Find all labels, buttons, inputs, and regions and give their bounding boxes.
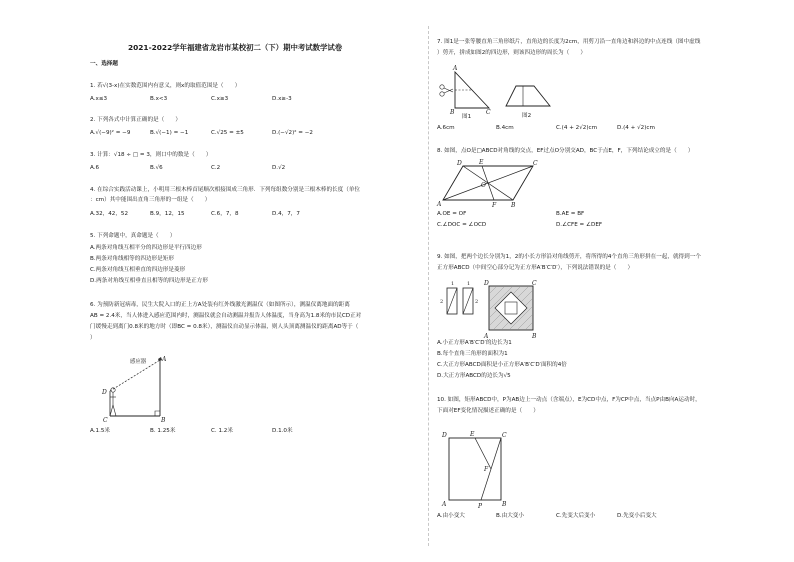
fig9-rect-2-diagonal <box>463 288 473 314</box>
q7-option-c[interactable]: C.(4 + 2√2)cm <box>556 125 598 131</box>
q10-line-1: 10. 如图，矩形ABCD中，P为AB边上一动点（含端点），E为CD中点，F为CP中点，当点P由B向A运动时， <box>437 397 701 403</box>
fig6-right-angle <box>155 411 160 416</box>
q7-figure-1 <box>437 64 491 120</box>
q7-option-b[interactable]: B.4cm <box>496 125 514 131</box>
q7-figure-2 <box>504 80 554 120</box>
fig10-segment-ef <box>475 438 491 469</box>
paper-title: 2021-2022学年福建省龙岩市某校初二（下）期中考试数学试卷 <box>128 43 343 52</box>
q8-option-c[interactable]: C.∠DOC = ∠OCD <box>437 222 487 228</box>
q4-option-c[interactable]: C.6，7，8 <box>211 211 239 217</box>
q2-option-a[interactable]: A.√(−9)² = −9 <box>90 130 131 136</box>
fig10-label-a: A <box>442 501 447 508</box>
q9-option-c[interactable]: C.大正方形ABCD面积是小正方形A′B′C′D′面积的4倍 <box>437 362 567 368</box>
q7-option-a[interactable]: A.6cm <box>437 125 455 131</box>
q4-stem: 4. 在综合实践活动课上，小明用三根木棒首尾顺次相接围成三角形．下列每组数分别是三根木棒的长度（单位 <box>90 187 361 193</box>
fig7-label-b: B <box>450 109 455 116</box>
fig10-label-f: F <box>484 466 489 473</box>
q10-line-2: 下面对EF变化情况描述正确的是（ ） <box>437 408 539 414</box>
q9-option-a[interactable]: A.小正方形A′B′C′D′的边长为1 <box>437 340 512 346</box>
q10-option-c[interactable]: C.先变大后变小 <box>556 513 596 519</box>
q2-option-c[interactable]: C.√25 = ±5 <box>211 130 244 136</box>
section-heading: 一、选择题 <box>90 61 118 67</box>
q1-option-d[interactable]: D.x≥-3 <box>272 96 292 102</box>
fig10-rectangle <box>449 438 501 500</box>
q5-option-d[interactable]: D.两条对角线互相垂直且相等的四边形是正方形 <box>90 278 208 284</box>
fig8-label-a: A <box>437 201 442 208</box>
q7-option-d[interactable]: D.(4 + √2)cm <box>617 125 655 131</box>
q1-option-c[interactable]: C.x≥3 <box>211 96 229 102</box>
q6-figure <box>100 350 180 422</box>
q5-option-b[interactable]: B.两条对角线相等的四边形是矩形 <box>90 256 174 262</box>
fig9-dim-3: 1 <box>467 281 471 287</box>
q1-stem: 1. 若√(3-x)在实数范围内有意义，则x的取值范围是（ ） <box>90 83 241 89</box>
q4-option-d[interactable]: D.4，7，7 <box>272 211 300 217</box>
fig7-label-c: C <box>486 109 491 116</box>
scissors-icon <box>440 85 453 96</box>
q7-line-2: ）剪开，拼成如图2的四边形，则该四边形的周长为（ ） <box>437 50 586 56</box>
q1-option-b[interactable]: B.x<3 <box>150 96 168 102</box>
q3-option-d[interactable]: D.√2 <box>272 165 286 171</box>
fig7-trapezoid <box>506 86 550 106</box>
q5-stem: 5. 下列命题中，真命题是（ ） <box>90 233 176 239</box>
fig9-label-c: C <box>532 280 537 287</box>
fig6-person-leg2 <box>113 405 116 416</box>
q6-line-4: ） <box>90 335 96 341</box>
q5-option-a[interactable]: A.两条对角线互相平分的四边形是平行四边形 <box>90 245 202 251</box>
fig6-label-a: A <box>162 356 167 363</box>
q10-option-b[interactable]: B.由大变小 <box>496 513 524 519</box>
q3-stem: 3. 计算：√18 ÷ □ = 3，则口中的数是（ ） <box>90 152 212 158</box>
fig9-dim-4: 2 <box>475 299 479 305</box>
q10-figure <box>437 428 517 510</box>
fig10-label-d: D <box>442 432 447 439</box>
q9-option-b[interactable]: B.每个直角三角形的面积为1 <box>437 351 508 357</box>
q10-option-d[interactable]: D.先变小后变大 <box>617 513 657 519</box>
q2-stem: 2. 下列各式中计算正确的是（ ） <box>90 117 182 123</box>
q9-line-1: 9. 如图，把两个边长分别为1，2的小长方形沿对角线剪开，将所得的4个直角三角形拼在一起，就得到一个 <box>437 254 701 260</box>
q8-stem: 8. 如图，点O是□ABCD对角线的交点，EF过点O分别交AD，BC于点E，F，下列结论成立的是（ ） <box>437 148 694 154</box>
q6-line-2: AB = 2.4米，当人体进入感应范围内时，测温仪就会自动测温并报告人体温度，当身高为1.8米的市民CD正对 <box>90 313 362 319</box>
q6-option-a[interactable]: A.1.5米 <box>90 428 110 434</box>
fig6-label-d: D <box>102 389 107 396</box>
q9-option-d[interactable]: D.大正方形ABCD的边长为√5 <box>437 373 511 379</box>
q6-option-d[interactable]: D.1.0米 <box>272 428 293 434</box>
fig10-label-c: C <box>502 432 507 439</box>
fig8-label-b: B <box>511 202 516 209</box>
fig10-label-p: P <box>478 503 483 510</box>
fig10-label-e: E <box>470 431 475 438</box>
fig9-rect-1-diagonal <box>447 288 457 314</box>
fig9-label-a: A <box>484 333 489 340</box>
fig8-label-c: C <box>533 160 538 167</box>
q6-option-c[interactable]: C. 1.2米 <box>211 428 233 434</box>
column-divider <box>428 26 429 546</box>
fig6-label-c: C <box>103 417 108 424</box>
fig9-dim-1: 1 <box>451 281 455 287</box>
q4-stem-2: ：cm）其中能围出直角三角形的一组是（ ） <box>90 197 211 203</box>
fig8-label-o: O <box>481 182 486 189</box>
q4-option-b[interactable]: B.9，12，15 <box>150 211 185 217</box>
fig6-label-b: B <box>161 417 166 424</box>
fig6-device-label: 感应器 <box>130 359 147 365</box>
fig9-label-d: D <box>484 280 489 287</box>
q3-option-a[interactable]: A.6 <box>90 165 100 171</box>
q6-line-3: 门缓慢走到离门0.8米的地方时（即BC = 0.8米），测温仪自动显示体温，则人头顶离测温仪的距离AD等于（ <box>90 324 359 330</box>
fig9-dim-2: 2 <box>440 299 444 305</box>
q3-option-c[interactable]: C.2 <box>211 165 221 171</box>
q10-option-a[interactable]: A.由小变大 <box>437 513 465 519</box>
q6-option-b[interactable]: B. 1.25米 <box>150 428 176 434</box>
q9-figure <box>437 278 537 342</box>
q9-line-2: 正方形ABCD（中间空心部分记为正方形A′B′C′D′），下列说法错误的是（ ） <box>437 265 634 271</box>
q8-option-b[interactable]: B.AE = BF <box>556 211 585 217</box>
q2-option-d[interactable]: D.(−√2)² = −2 <box>272 130 313 136</box>
q7-line-1: 7. 图1是一张等腰直角三角形纸片，直角边的长度为2cm，用剪刀沿一直角边和斜边的中点连线（图中虚线 <box>437 39 701 45</box>
fig7-caption-1: 图1 <box>462 114 472 120</box>
q2-option-b[interactable]: B.√(−1) = −1 <box>150 130 189 136</box>
fig8-label-f: F <box>492 202 497 209</box>
fig9-center-square <box>505 302 517 314</box>
fig7-caption-2: 图2 <box>522 113 532 119</box>
q6-line-1: 6. 为预防新冠病毒，民生大院入口的正上方A处装有红外线激光测温仪（如图所示），测温仪离地面的距离 <box>90 302 350 308</box>
q4-option-a[interactable]: A.32，42，52 <box>90 211 129 217</box>
fig8-label-e: E <box>479 159 484 166</box>
q8-figure <box>437 158 537 208</box>
fig8-label-d: D <box>457 160 462 167</box>
q8-option-a[interactable]: A.OE = OF <box>437 211 467 217</box>
fig7-label-a: A <box>453 65 458 72</box>
q5-option-c[interactable]: C.两条对角线互相垂直的四边形是菱形 <box>90 267 186 273</box>
fig9-label-b: B <box>532 333 537 340</box>
q3-option-b[interactable]: B.√6 <box>150 165 163 171</box>
q1-option-a[interactable]: A.x≤3 <box>90 96 108 102</box>
q8-option-d[interactable]: D.∠CFE = ∠DEF <box>556 222 603 228</box>
fig10-label-b: B <box>502 501 507 508</box>
fig6-person-leg1 <box>110 405 113 416</box>
